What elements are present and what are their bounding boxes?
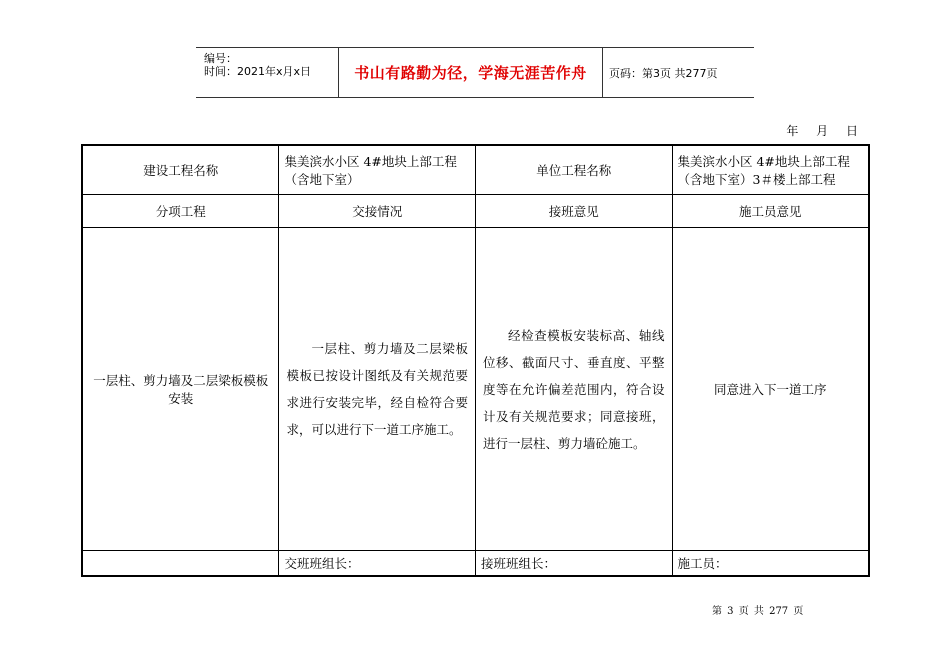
table-row — [82, 145, 869, 195]
unit-name-label: 单位工程名称 — [475, 145, 672, 195]
handover-table — [81, 144, 870, 577]
table-row — [82, 228, 869, 551]
col-header-takeover: 接班意见 — [475, 195, 672, 228]
number-label: 编号： — [204, 52, 237, 65]
table-row — [82, 551, 869, 577]
col-header-item: 分项工程 — [82, 195, 279, 228]
document-header — [196, 47, 754, 98]
time-label: 时间：2021年x月x日 — [204, 65, 312, 78]
takeover-leader-label: 接班班组长： — [475, 551, 672, 577]
col-header-constructor: 施工员意见 — [672, 195, 869, 228]
constructor-opinion: 同意进入下一道工序 — [672, 228, 869, 551]
empty-cell — [82, 551, 279, 577]
header-page-label: 页码：第3页 共277页 — [609, 66, 718, 80]
project-name-value: 集美滨水小区 4#地块上部工程（含地下室） — [279, 145, 476, 195]
handover-cell — [279, 228, 476, 551]
handover-text: 一层柱、剪力墙及二层梁板模板已按设计图纸及有关规范要求进行安装完毕，经自检符合要求，可以进行下一道工序施工。 — [286, 341, 468, 437]
header-meta — [196, 48, 338, 97]
project-name-label: 建设工程名称 — [82, 145, 279, 195]
constructor-sign-label: 施工员： — [672, 551, 869, 577]
unit-name-value: 集美滨水小区 4#地块上部工程（含地下室）3＃楼上部工程 — [672, 145, 869, 195]
header-motto: 书山有路勤为径，学海无涯苦作舟 — [338, 48, 603, 97]
page-footer: 第 3 页 共 277 页 — [712, 606, 804, 617]
takeover-text: 经检查模板安装标高、轴线位移、截面尺寸、垂直度、平整度等在允许偏差范围内，符合设计及有关规范要求；同意接班，进行一层柱、剪力墙砼施工。 — [482, 327, 665, 451]
table-row — [82, 195, 869, 228]
col-header-handover: 交接情况 — [279, 195, 476, 228]
takeover-cell — [475, 228, 672, 551]
date-line: 年 月 日 — [786, 124, 858, 138]
item-cell: 一层柱、剪力墙及二层梁板模板安装 — [82, 228, 279, 551]
handover-leader-label: 交班班组长： — [279, 551, 476, 577]
